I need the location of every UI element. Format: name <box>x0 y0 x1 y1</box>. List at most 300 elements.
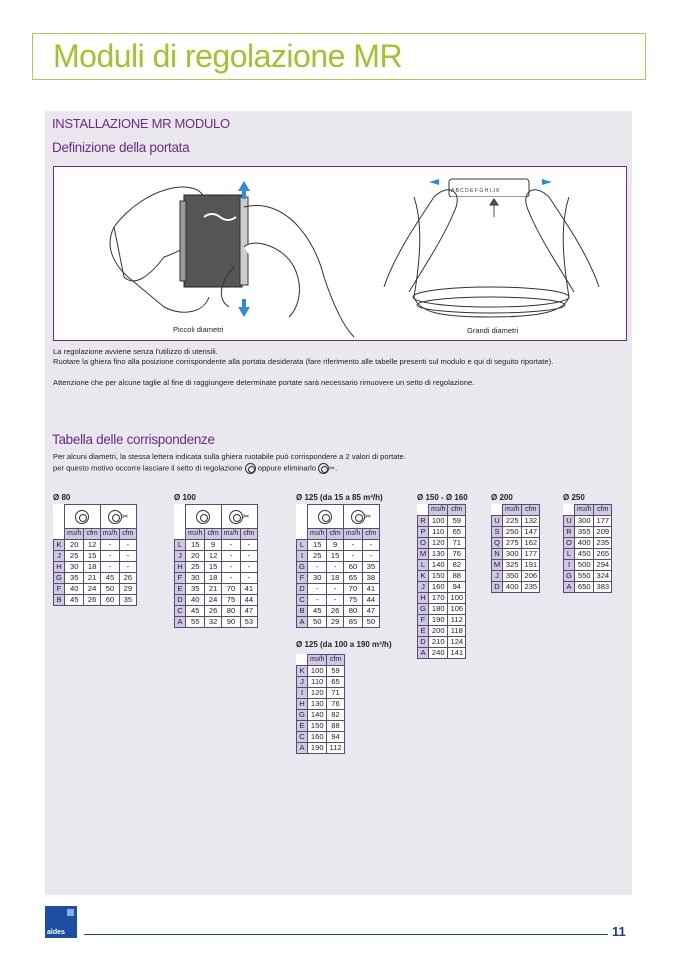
table-cell: 177 <box>594 516 612 527</box>
row-letter: Q <box>492 538 503 549</box>
row-letter: F <box>297 573 308 584</box>
table-d100-title: Ø 100 <box>174 493 196 502</box>
header-m3h: $m^3/h$ <box>308 655 327 666</box>
table-d125a-title: Ø 125 (da 15 a 85 m³/h) <box>296 493 383 502</box>
table-row <box>54 584 137 595</box>
table-cell: 75 <box>343 595 362 606</box>
table-cell: 324 <box>594 571 612 582</box>
table-cell: 24 <box>84 584 100 595</box>
table-cell: 450 <box>575 549 594 560</box>
table-cell: 45 <box>100 573 119 584</box>
table-row <box>492 527 540 538</box>
table-cell: 94 <box>327 732 344 743</box>
row-letter: I <box>297 551 308 562</box>
table-cell: 21 <box>84 573 100 584</box>
table-cell: 26 <box>327 606 343 617</box>
caption-small: Piccoli diametri <box>173 325 224 334</box>
table-cell: 112 <box>327 743 344 754</box>
table-cell: 59 <box>327 666 344 677</box>
table-cell: 20 <box>65 540 84 551</box>
row-letter: O <box>418 538 429 549</box>
table-cell: 162 <box>522 538 540 549</box>
table-cell: 38 <box>363 573 379 584</box>
table-row <box>175 584 258 595</box>
dial-with-setto-icon <box>186 505 222 529</box>
table-cell: - <box>241 551 257 562</box>
remove-scissors-icon: ✂ <box>242 511 250 521</box>
header-m3h: $m^3/h$ <box>429 505 448 516</box>
row-letter: J <box>54 551 65 562</box>
row-letter: R <box>564 527 575 538</box>
table-row <box>297 584 380 595</box>
caption-large: Grandi diametri <box>467 326 519 335</box>
table-cell: 147 <box>522 527 540 538</box>
table-cell: - <box>308 595 327 606</box>
row-letter: K <box>54 540 65 551</box>
table-cell: 206 <box>522 571 540 582</box>
table-cell: 44 <box>241 595 257 606</box>
aldes-logo: aldes <box>45 906 77 938</box>
header-m3h: $m^3/h$ <box>100 529 119 540</box>
table-row <box>418 560 466 571</box>
row-letter: F <box>175 573 186 584</box>
table-cell: 55 <box>186 617 205 628</box>
table-cell: 85 <box>343 617 362 628</box>
table-cell: 160 <box>308 732 327 743</box>
table-cell: 40 <box>65 584 84 595</box>
table-cell: 75 <box>221 595 240 606</box>
table-cell: 110 <box>308 677 327 688</box>
table-cell: 94 <box>448 582 466 593</box>
row-letter: L <box>297 540 308 551</box>
table-cell: 26 <box>205 606 221 617</box>
table-row <box>297 710 345 721</box>
row-letter: L <box>418 560 429 571</box>
table-d150 <box>417 504 466 659</box>
table-cell: 25 <box>308 551 327 562</box>
dial-without-setto-icon <box>318 463 329 474</box>
table-row <box>492 582 540 593</box>
table-cell: 120 <box>429 538 448 549</box>
table-cell: 12 <box>205 551 221 562</box>
table-cell: 12 <box>84 540 100 551</box>
table-cell: - <box>327 595 343 606</box>
header-m3h: $m^3/h$ <box>575 505 594 516</box>
table-cell: 82 <box>448 560 466 571</box>
table-cell: 275 <box>503 538 522 549</box>
table-cell: 45 <box>65 595 84 606</box>
row-letter: G <box>297 562 308 573</box>
header-cfm: cfm <box>327 529 343 540</box>
row-letter: K <box>297 666 308 677</box>
remove-scissors-icon: ✂ <box>364 511 372 521</box>
table-cell: 60 <box>100 595 119 606</box>
table-row <box>297 732 345 743</box>
header-cfm: cfm <box>84 529 100 540</box>
table-cell: 550 <box>575 571 594 582</box>
table-cell: 200 <box>429 626 448 637</box>
table-row <box>564 516 612 527</box>
table-d125b <box>296 654 345 754</box>
table-cell: 26 <box>84 595 100 606</box>
table-cell: - <box>100 540 119 551</box>
table-cell: 15 <box>327 551 343 562</box>
header-m3h: $m^3/h$ <box>343 529 362 540</box>
row-letter: D <box>492 582 503 593</box>
paragraph-1: La regolazione avviene senza l'utilizzo di utensili. <box>53 347 218 356</box>
table-cell: 15 <box>308 540 327 551</box>
row-letter: U <box>492 516 503 527</box>
remove-scissors-icon: ✂ <box>121 511 129 521</box>
table-cell: 180 <box>429 604 448 615</box>
table-cell: 47 <box>241 606 257 617</box>
table-cell: 29 <box>120 584 136 595</box>
row-letter: I <box>564 560 575 571</box>
row-letter: C <box>297 595 308 606</box>
paragraph-3: Attenzione che per alcune taglie al fine di raggiungere determinate portate sarà necessario rimuovere un setto di regolazione. <box>53 378 475 387</box>
row-letter: C <box>175 606 186 617</box>
table-cell: 106 <box>448 604 466 615</box>
table-row <box>175 606 258 617</box>
table-d125a <box>296 504 380 628</box>
table-cell: 15 <box>205 562 221 573</box>
table-row <box>54 595 137 606</box>
table-cell: 45 <box>186 606 205 617</box>
table-cell: 383 <box>594 582 612 593</box>
table-cell: 150 <box>308 721 327 732</box>
table-d80 <box>53 504 137 606</box>
table-cell: 80 <box>221 606 240 617</box>
table-cell: 71 <box>327 688 344 699</box>
remove-scissors-icon: ✂ <box>329 465 336 473</box>
header-m3h: $m^3/h$ <box>186 529 205 540</box>
table-cell: 70 <box>343 584 362 595</box>
header-cfm: cfm <box>594 505 612 516</box>
table-cell: 400 <box>575 538 594 549</box>
section-subheading: Definizione della portata <box>52 140 190 155</box>
table-cell: 15 <box>84 551 100 562</box>
tables-intro-2b: oppure eliminarlo <box>257 463 317 473</box>
table-d250 <box>563 504 612 593</box>
table-cell: 140 <box>308 710 327 721</box>
row-letter: C <box>297 732 308 743</box>
header-cfm: cfm <box>120 529 136 540</box>
row-letter: H <box>175 562 186 573</box>
table-cell: 26 <box>120 573 136 584</box>
table-cell: 30 <box>186 573 205 584</box>
table-row <box>492 516 540 527</box>
footer-rule <box>84 934 608 935</box>
table-cell: 294 <box>594 560 612 571</box>
row-letter: F <box>418 615 429 626</box>
small-diameter-drawing <box>110 187 354 337</box>
row-letter: I <box>297 688 308 699</box>
row-letter: E <box>175 584 186 595</box>
row-letter: A <box>418 648 429 659</box>
table-cell: - <box>100 551 119 562</box>
row-letter: M <box>418 549 429 560</box>
header-m3h: $m^3/h$ <box>221 529 240 540</box>
table-cell: 20 <box>186 551 205 562</box>
table-cell: 80 <box>343 606 362 617</box>
table-cell: 41 <box>363 584 379 595</box>
table-row <box>175 573 258 584</box>
table-cell: 209 <box>594 527 612 538</box>
table-cell: 130 <box>429 549 448 560</box>
tables-intro-2c: . <box>335 463 338 473</box>
dial-without-setto-icon <box>221 505 257 529</box>
table-row <box>297 606 380 617</box>
table-cell: 100 <box>448 593 466 604</box>
table-cell: - <box>308 562 327 573</box>
row-letter: A <box>297 743 308 754</box>
table-row <box>418 615 466 626</box>
table-row <box>564 549 612 560</box>
table-cell: 65 <box>343 573 362 584</box>
row-letter: H <box>54 562 65 573</box>
row-letter: A <box>297 617 308 628</box>
row-letter: G <box>54 573 65 584</box>
table-cell: 50 <box>308 617 327 628</box>
table-cell: 110 <box>429 527 448 538</box>
table-row <box>175 540 258 551</box>
installation-illustration <box>54 167 628 342</box>
table-row <box>492 538 540 549</box>
table-cell: 88 <box>448 571 466 582</box>
dial-with-setto-icon <box>308 505 344 529</box>
table-row <box>564 571 612 582</box>
table-cell: 76 <box>448 549 466 560</box>
table-row <box>297 677 345 688</box>
row-letter: J <box>297 677 308 688</box>
table-row <box>175 551 258 562</box>
table-cell: 88 <box>327 721 344 732</box>
table-cell: 300 <box>503 549 522 560</box>
table-cell: 18 <box>327 573 343 584</box>
table-d150-title: Ø 150 - Ø 160 <box>417 493 468 502</box>
dial-letters: A B C D E F G H I J K <box>451 188 500 194</box>
table-cell: 82 <box>327 710 344 721</box>
table-d100 <box>174 504 258 628</box>
table-row <box>418 593 466 604</box>
table-cell: 35 <box>186 584 205 595</box>
table-cell: 47 <box>363 606 379 617</box>
header-cfm: cfm <box>241 529 257 540</box>
table-d80-title: Ø 80 <box>53 493 71 502</box>
header-m3h: $m^3/h$ <box>308 529 327 540</box>
table-row <box>54 562 137 573</box>
table-cell: 70 <box>221 584 240 595</box>
tables-intro-2 <box>53 463 631 475</box>
row-letter: L <box>175 540 186 551</box>
table-cell: 235 <box>594 538 612 549</box>
table-cell: 118 <box>448 626 466 637</box>
table-row <box>492 549 540 560</box>
header-m3h: $m^3/h$ <box>65 529 84 540</box>
tables-intro-2a: per questo motivo occorre lasciare il setto di regolazione <box>53 463 243 473</box>
table-cell: 76 <box>327 699 344 710</box>
table-cell: - <box>120 562 136 573</box>
table-cell: 190 <box>429 615 448 626</box>
table-cell: - <box>221 573 240 584</box>
table-row <box>175 562 258 573</box>
table-cell: 100 <box>429 516 448 527</box>
table-row <box>564 582 612 593</box>
table-cell: 44 <box>363 595 379 606</box>
table-row <box>297 540 380 551</box>
row-letter: B <box>54 595 65 606</box>
table-row <box>418 604 466 615</box>
illustration-box <box>53 166 627 341</box>
table-cell: 355 <box>575 527 594 538</box>
header-cfm: cfm <box>448 505 466 516</box>
dial-without-setto-icon <box>343 505 379 529</box>
header-cfm: cfm <box>205 529 221 540</box>
table-cell: 15 <box>186 540 205 551</box>
table-row <box>418 582 466 593</box>
table-cell: - <box>343 551 362 562</box>
row-letter: M <box>492 560 503 571</box>
page-number: 11 <box>612 924 626 939</box>
table-row <box>418 538 466 549</box>
table-cell: 90 <box>221 617 240 628</box>
table-cell: - <box>221 551 240 562</box>
table-cell: 32 <box>205 617 221 628</box>
table-cell: 45 <box>308 606 327 617</box>
table-cell: - <box>221 540 240 551</box>
row-letter: G <box>564 571 575 582</box>
table-cell: 41 <box>241 584 257 595</box>
table-row <box>297 721 345 732</box>
table-d125b-title: Ø 125 (da 100 a 190 m³/h) <box>296 640 392 649</box>
table-row <box>297 551 380 562</box>
table-cell: - <box>327 562 343 573</box>
table-cell: 250 <box>503 527 522 538</box>
table-row <box>297 699 345 710</box>
table-row <box>297 688 345 699</box>
row-letter: H <box>418 593 429 604</box>
row-letter: G <box>418 604 429 615</box>
table-cell: 71 <box>448 538 466 549</box>
tables-heading: Tabella delle corrispondenze <box>52 432 215 447</box>
table-cell: 40 <box>186 595 205 606</box>
table-row <box>297 562 380 573</box>
table-cell: 18 <box>205 573 221 584</box>
table-cell: 30 <box>65 562 84 573</box>
table-cell: 100 <box>308 666 327 677</box>
table-row <box>418 571 466 582</box>
table-cell: 18 <box>84 562 100 573</box>
table-cell: 300 <box>575 516 594 527</box>
dial-without-setto-icon <box>100 505 136 529</box>
table-cell: - <box>241 562 257 573</box>
table-cell: 30 <box>308 573 327 584</box>
table-cell: 130 <box>308 699 327 710</box>
row-letter: E <box>418 626 429 637</box>
table-cell: 65 <box>448 527 466 538</box>
table-cell: - <box>308 584 327 595</box>
table-row <box>564 527 612 538</box>
table-cell: 160 <box>429 582 448 593</box>
table-row <box>492 560 540 571</box>
row-letter: J <box>492 571 503 582</box>
table-d250-title: Ø 250 <box>563 493 585 502</box>
table-cell: 24 <box>205 595 221 606</box>
table-cell: 35 <box>363 562 379 573</box>
table-row <box>564 538 612 549</box>
table-cell: 25 <box>65 551 84 562</box>
table-cell: 9 <box>327 540 343 551</box>
table-cell: - <box>343 540 362 551</box>
table-cell: 650 <box>575 582 594 593</box>
row-letter: R <box>418 516 429 527</box>
table-d200 <box>491 504 540 593</box>
dial-with-setto-icon <box>245 463 256 474</box>
table-cell: 500 <box>575 560 594 571</box>
header-cfm: cfm <box>522 505 540 516</box>
table-cell: - <box>241 573 257 584</box>
section-heading: INSTALLAZIONE MR MODULO <box>52 116 230 131</box>
table-cell: - <box>327 584 343 595</box>
row-letter: J <box>175 551 186 562</box>
table-cell: 265 <box>594 549 612 560</box>
row-letter: H <box>297 699 308 710</box>
table-row <box>564 560 612 571</box>
table-cell: 400 <box>503 582 522 593</box>
row-letter: A <box>564 582 575 593</box>
table-cell: 150 <box>429 571 448 582</box>
table-cell: 210 <box>429 637 448 648</box>
table-cell: 50 <box>363 617 379 628</box>
dial-with-setto-icon <box>65 505 101 529</box>
table-row <box>418 637 466 648</box>
page-title: Moduli di regolazione MR <box>53 38 403 74</box>
table-row <box>418 648 466 659</box>
table-d200-title: Ø 200 <box>491 493 513 502</box>
table-cell: - <box>363 540 379 551</box>
row-letter: S <box>492 527 503 538</box>
row-letter: E <box>297 721 308 732</box>
table-cell: 35 <box>65 573 84 584</box>
row-letter: U <box>564 516 575 527</box>
table-cell: 35 <box>120 595 136 606</box>
table-cell: - <box>100 562 119 573</box>
table-row <box>297 617 380 628</box>
table-row <box>297 595 380 606</box>
table-cell: 124 <box>448 637 466 648</box>
table-row <box>297 666 345 677</box>
table-cell: 132 <box>522 516 540 527</box>
row-letter: K <box>418 571 429 582</box>
table-cell: 191 <box>522 560 540 571</box>
row-letter: A <box>175 617 186 628</box>
table-row <box>297 743 345 754</box>
header-cfm: cfm <box>363 529 379 540</box>
table-cell: 25 <box>186 562 205 573</box>
table-cell: - <box>241 540 257 551</box>
table-row <box>418 626 466 637</box>
table-row <box>418 549 466 560</box>
table-cell: 141 <box>448 648 466 659</box>
table-row <box>54 540 137 551</box>
table-row <box>175 595 258 606</box>
table-cell: 325 <box>503 560 522 571</box>
table-row <box>54 573 137 584</box>
table-cell: 9 <box>205 540 221 551</box>
table-cell: 112 <box>448 615 466 626</box>
row-letter: F <box>54 584 65 595</box>
table-cell: 50 <box>100 584 119 595</box>
